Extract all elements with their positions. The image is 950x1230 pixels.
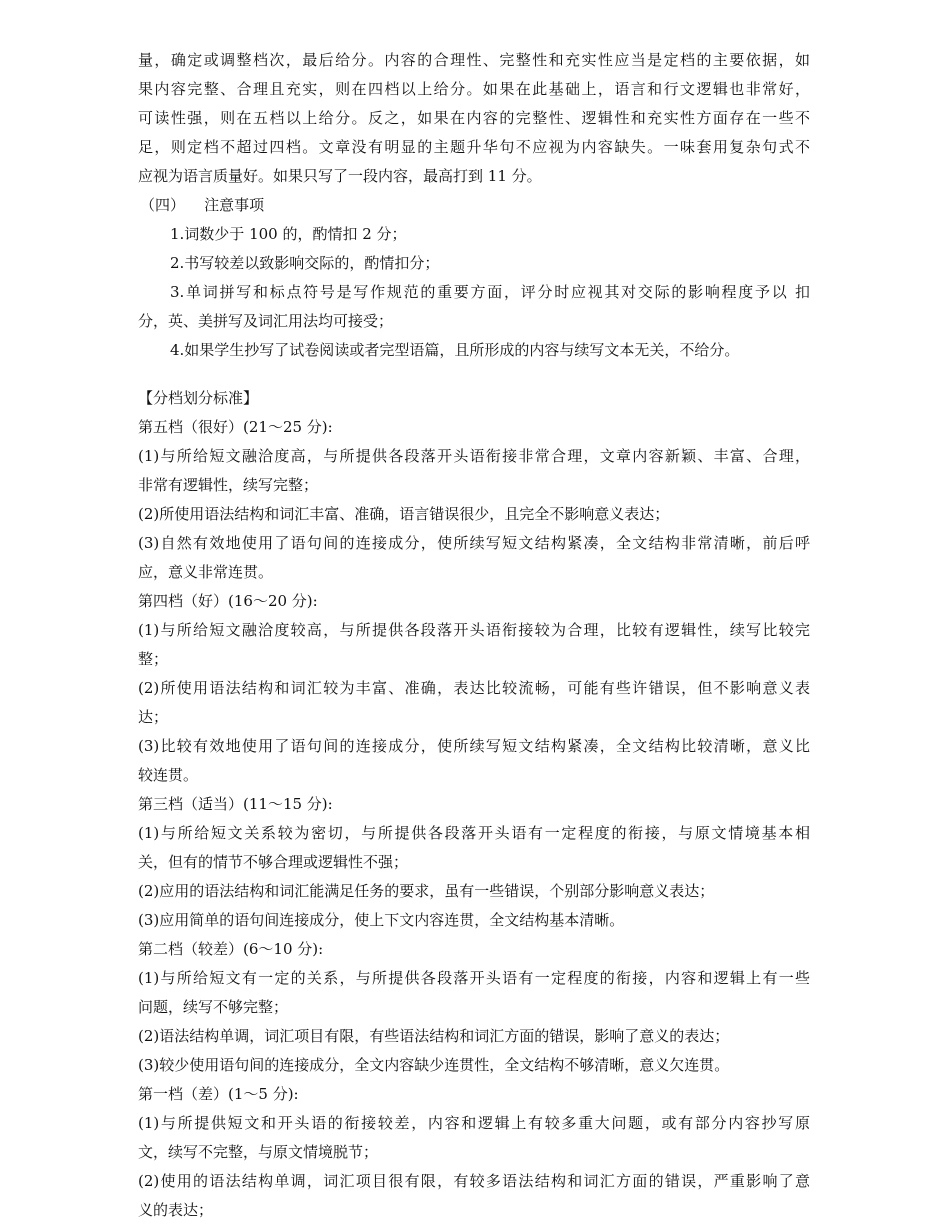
criterion-line: 义的表达； [138, 1201, 214, 1219]
intro-line: 足，则定档不超过四档。文章没有明显的主题升华句不应视为内容缺失。一味套用复杂句式不 [138, 138, 810, 156]
criterion-line: (2)使用的语法结构单调，词汇项目很有限，有较多语法结构和词汇方面的错误，严重影响了意 [138, 1172, 810, 1190]
criterion-line: 整； [138, 650, 169, 668]
criterion-line: 较连贯。 [138, 766, 199, 784]
criterion-line: 问题，续写不够完整； [138, 998, 289, 1016]
level-heading: 第四档（好）(16～20 分): [138, 592, 318, 610]
criterion-line: (2)所使用语法结构和词汇丰富、准确，语言错误很少，且完全不影响意义表达； [138, 505, 670, 523]
level-heading: 第三档（适当）(11～15 分): [138, 795, 333, 813]
criterion-line: (1)与所给短文有一定的关系，与所提供各段落开头语有一定程度的衔接，内容和逻辑上有一些 [138, 969, 810, 987]
notes-item: 2.书写较差以致影响交际的，酌情扣分； [170, 254, 440, 272]
criterion-line: (3)比较有效地使用了语句间的连接成分，使所续写短文结构紧凑，全文结构比较清晰，意义比 [138, 737, 810, 755]
criterion-line: (2)应用的语法结构和词汇能满足任务的要求，虽有一些错误，个别部分影响意义表达； [138, 882, 715, 900]
criterion-line: (1)与所给短文融洽度高，与所提供各段落开头语衔接非常合理，文章内容新颖、丰富、合理， [138, 447, 810, 465]
criterion-line: (1)与所提供短文和开头语的衔接较差，内容和逻辑上有较多重大问题，或有部分内容抄写原 [138, 1114, 810, 1132]
criterion-line: (2)语法结构单调，词汇项目有限，有些语法结构和词汇方面的错误，影响了意义的表达； [138, 1027, 730, 1045]
notes-item: 4.如果学生抄写了试卷阅读或者完型语篇，且所形成的内容与续写文本无关，不给分。 [170, 341, 740, 359]
level-heading: 第一档（差）(1～5 分): [138, 1085, 299, 1103]
notes-item: 分，英、美拼写及词汇用法均可接受； [138, 312, 394, 330]
notes-heading: （四） 注意事项 [140, 196, 265, 214]
intro-line: 应视为语言质量好。如果只写了一段内容，最高打到 11 分。 [138, 167, 542, 185]
intro-line: 可读性强，则在五档以上给分。反之，如果在内容的完整性、逻辑性和充实性方面存在一些不 [138, 109, 810, 127]
standards-title: 【分档划分标准】 [138, 389, 259, 407]
criterion-line: (3)较少使用语句间的连接成分，全文内容缺少连贯性，全文结构不够清晰，意义欠连贯。 [138, 1056, 730, 1074]
criterion-line: 关，但有的情节不够合理或逻辑性不强； [138, 853, 409, 871]
criterion-line: 非常有逻辑性，续写完整； [138, 476, 319, 494]
notes-item: 1.词数少于 100 的，酌情扣 2 分； [170, 225, 407, 243]
criterion-line: (1)与所给短文融洽度较高，与所提供各段落开头语衔接较为合理，比较有逻辑性，续写比较完 [138, 621, 810, 639]
criterion-line: 文，续写不完整，与原文情境脱节； [138, 1143, 379, 1161]
level-heading: 第二档（较差）(6～10 分): [138, 940, 324, 958]
criterion-line: 达； [138, 708, 169, 726]
notes-item: 3.单词拼写和标点符号是写作规范的重要方面，评分时应视其对交际的影响程度予以 扣 [170, 283, 810, 301]
intro-line: 量，确定或调整档次，最后给分。内容的合理性、完整性和充实性应当是定档的主要依据，如 [138, 51, 810, 69]
criterion-line: (3)自然有效地使用了语句间的连接成分，使所续写短文结构紧凑，全文结构非常清晰，前后呼 [138, 534, 810, 552]
criterion-line: (1)与所给短文关系较为密切，与所提供各段落开头语有一定程度的衔接，与原文情境基本相 [138, 824, 810, 842]
level-heading: 第五档（很好）(21～25 分): [138, 418, 333, 436]
intro-line: 果内容完整、合理且充实，则在四档以上给分。如果在此基础上，语言和行文逻辑也非常好， [138, 80, 810, 98]
criterion-line: (3)应用简单的语句间连接成分，使上下文内容连贯，全文结构基本清晰。 [138, 911, 625, 929]
criterion-line: (2)所使用语法结构和词汇较为丰富、准确，表达比较流畅，可能有些许错误，但不影响意义表 [138, 679, 810, 697]
criterion-line: 应，意义非常连贯。 [138, 563, 274, 581]
